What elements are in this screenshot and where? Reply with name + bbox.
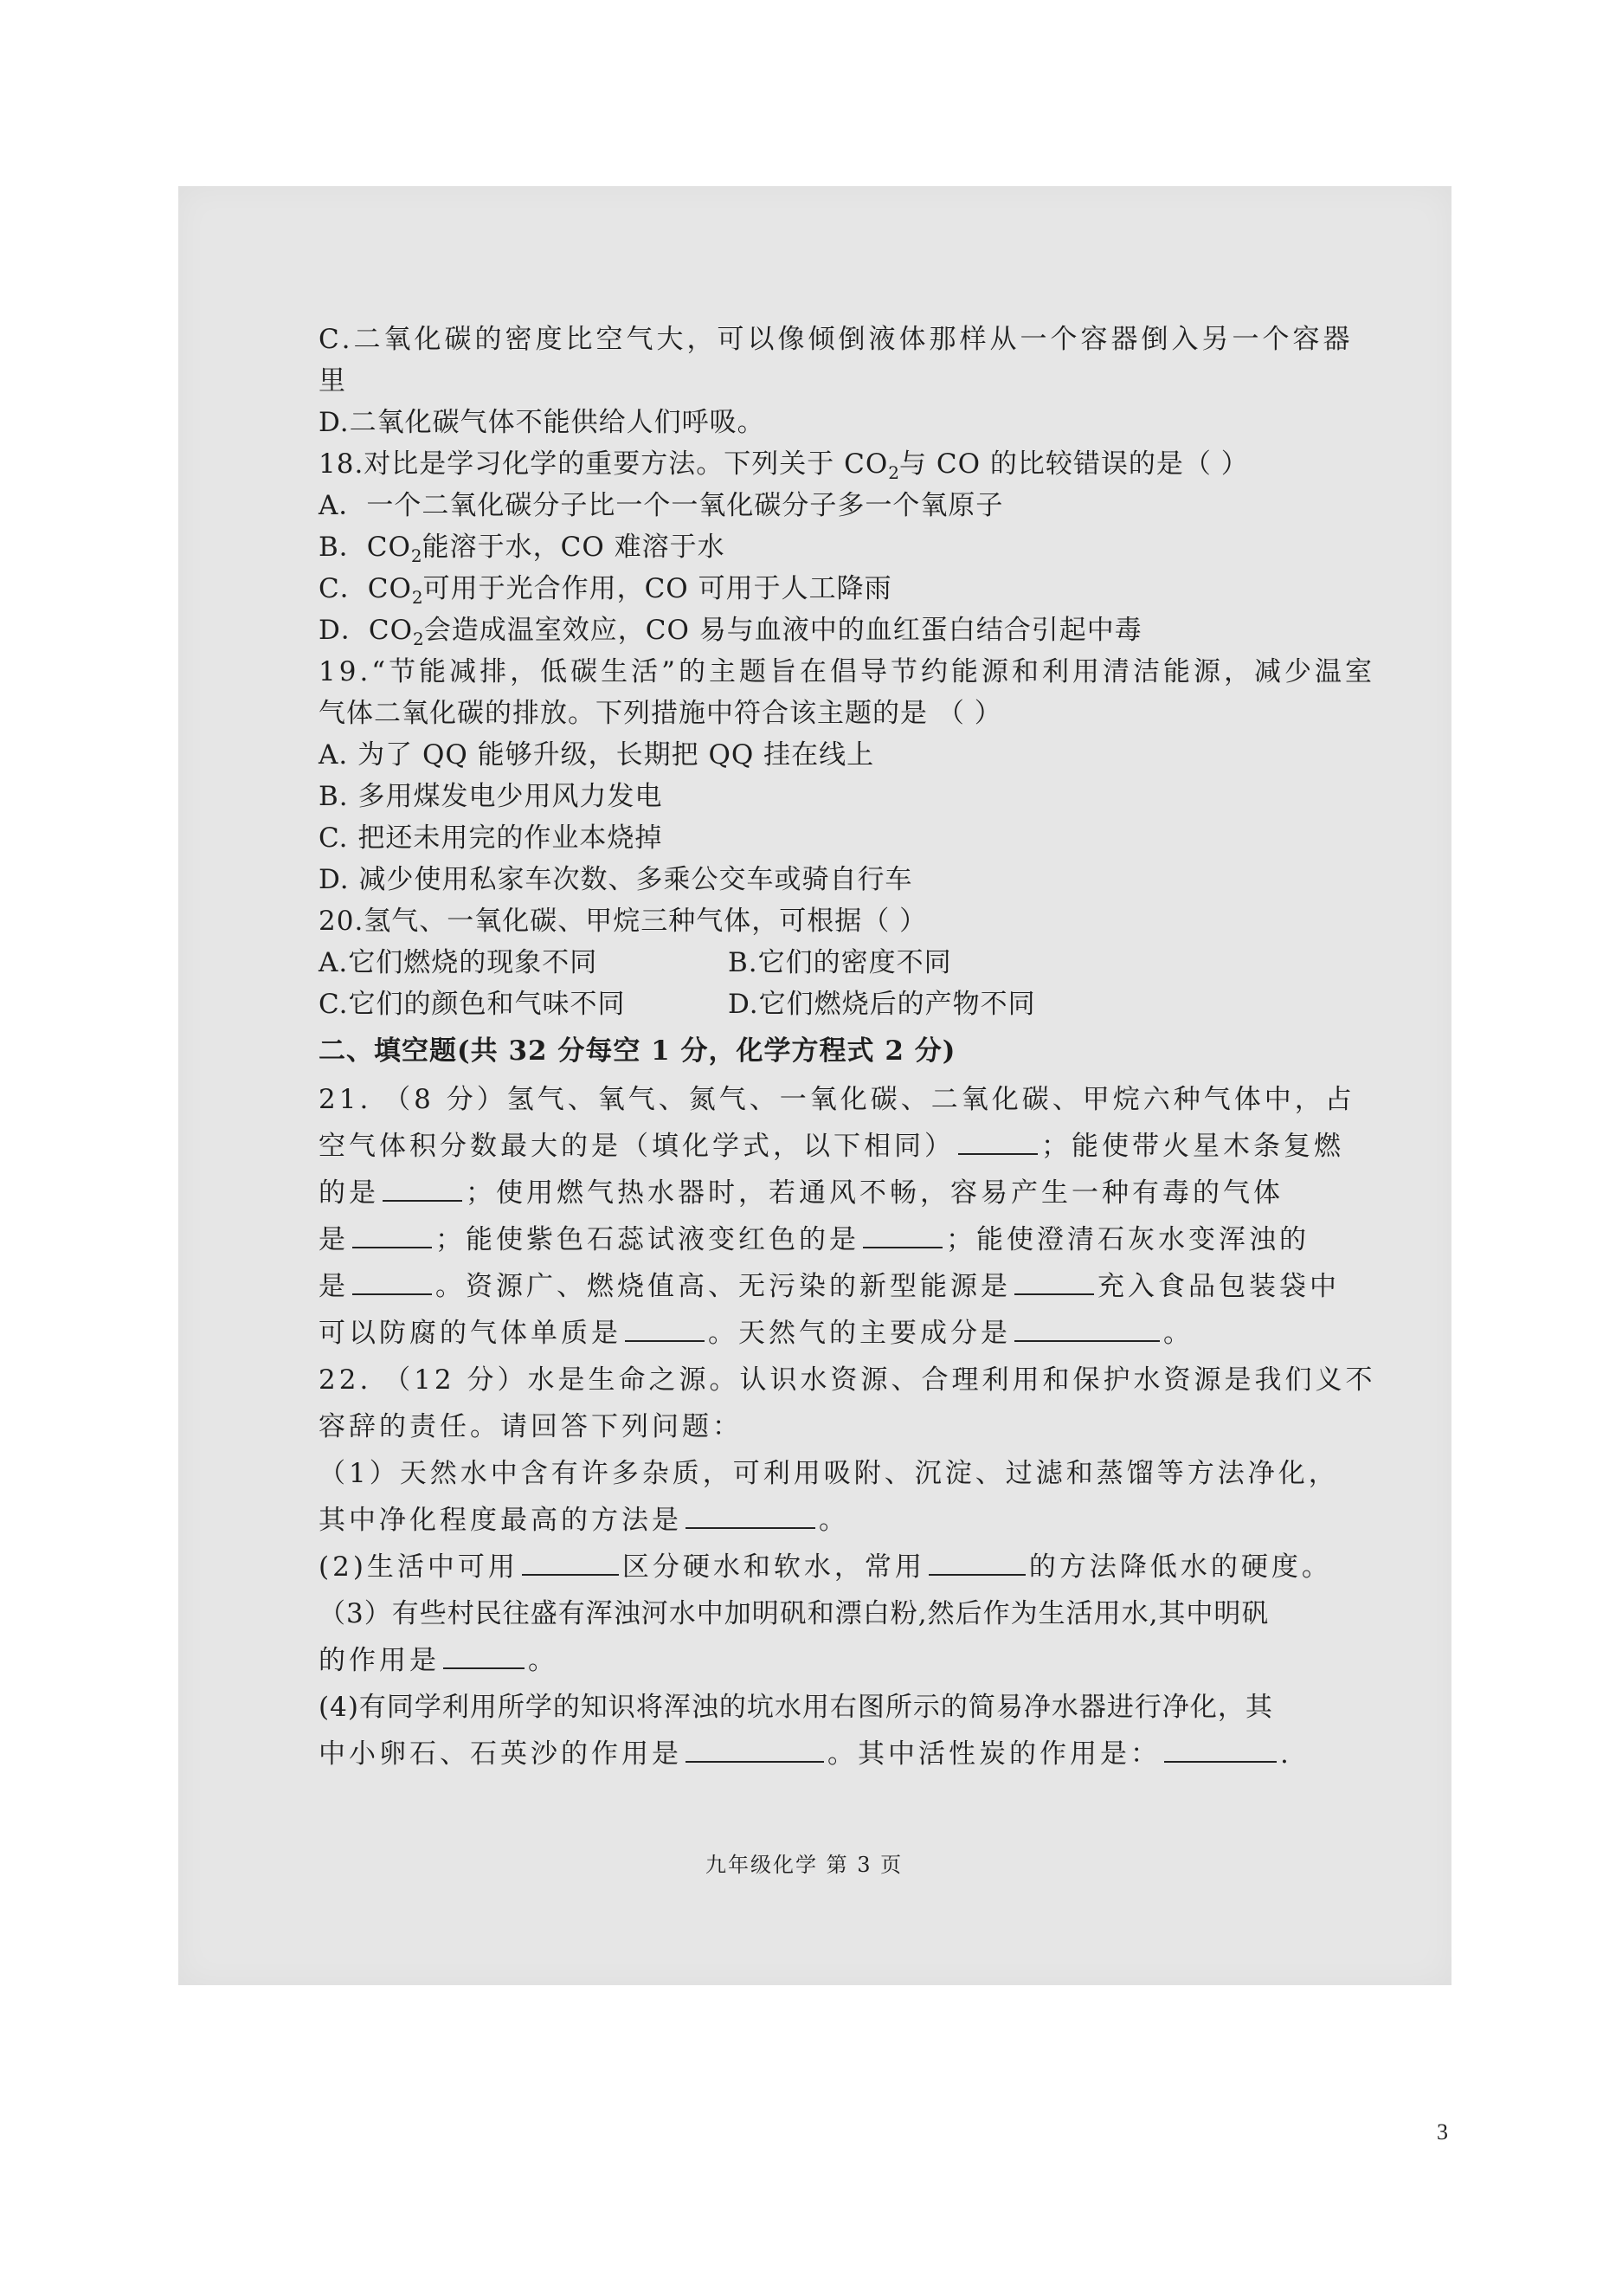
answer-blank[interactable] [863, 1224, 943, 1248]
q20-option-b: B.它们的密度不同 [728, 947, 952, 978]
answer-blank[interactable] [352, 1271, 432, 1295]
answer-blank[interactable] [1014, 1271, 1094, 1295]
answer-blank[interactable] [352, 1224, 432, 1248]
q22-part-1-cont: 其中净化程度最高的方法是 。 [319, 1505, 849, 1536]
q18-option-d: D．$CO_2$会造成温室效应，CO 易与血液中的血红蛋白结合引起中毒 [319, 615, 1142, 649]
q19-stem: 19.“节能减排，低碳生活”的主题旨在倡导节约能源和利用清洁能源，减少温室 [319, 656, 1375, 687]
q22-part-1: （1）天然水中含有许多杂质，可利用吸附、沉淀、过滤和蒸馏等方法净化， [319, 1458, 1339, 1489]
q21-line-4: 是 ；能使紫色石蕊试液变红色的是 ；能使澄清石灰水变浑浊的 [319, 1224, 1310, 1255]
q18-stem: 18.对比是学习化学的重要方法。下列关于 $CO_2$与 CO 的比较错误的是（ ） [319, 448, 1249, 483]
q22-line-2: 容辞的责任。请回答下列问题： [319, 1411, 743, 1442]
q20-stem: 20.氢气、一氧化碳、甲烷三种气体，可根据（ ） [319, 906, 928, 937]
answer-blank[interactable] [522, 1551, 619, 1576]
answer-blank[interactable] [625, 1318, 705, 1342]
q17-option-c: C.二氧化碳的密度比空气大，可以像倾倒液体那样从一个容器倒入另一个容器 [319, 324, 1354, 355]
q22-part-3: （3）有些村民往盛有浑浊河水中加明矾和漂白粉,然后作为生活用水,其中明矾 [319, 1598, 1270, 1629]
q21-line-1: 21. （8 分）氢气、氧气、氮气、一氧化碳、二氧化碳、甲烷六种气体中，占 [319, 1084, 1355, 1115]
q20-options-row1 [319, 945, 1271, 980]
q17-option-c-cont: 里 [319, 365, 346, 397]
q19-option-c: C. 把还未用完的作业本烧掉 [319, 822, 663, 854]
q22-part-4: (4)有同学利用所学的知识将浑浊的坑水用右图所示的简易净水器进行净化，其 [319, 1692, 1273, 1723]
q18-option-a: A．一个二氧化碳分子比一个一氧化碳分子多一个氧原子 [319, 490, 1004, 521]
q19-option-a: A. 为了 QQ 能够升级，长期把 QQ 挂在线上 [319, 739, 875, 771]
q19-option-b: B. 多用煤发电少用风力发电 [319, 781, 663, 812]
answer-blank[interactable] [685, 1505, 815, 1529]
q17-option-d: D.二氧化碳气体不能供给人们呼吸。 [319, 407, 765, 438]
q18-option-b: B．$CO_2$能溶于水，CO 难溶于水 [319, 532, 725, 566]
q21-line-5: 是 。资源广、燃烧值高、无污染的新型能源是 充入食品包装袋中 [319, 1271, 1340, 1302]
q21-line-3: 的是 ；使用燃气热水器时，若通风不畅，容易产生一种有毒的气体 [319, 1177, 1284, 1209]
answer-blank[interactable] [958, 1131, 1038, 1155]
q18-option-c: C．$CO_2$可用于光合作用，CO 可用于人工降雨 [319, 573, 892, 608]
page-number: 3 [1437, 2119, 1448, 2144]
q20-option-a: A.它们燃烧的现象不同 [319, 947, 598, 978]
section-2-heading: 二、填空题(共 32 分每空 1 分，化学方程式 2 分) [319, 1035, 956, 1067]
q19-stem-cont: 气体二氧化碳的排放。下列措施中符合该主题的是 （ ） [319, 698, 1002, 729]
q21-line-6: 可以防腐的气体单质是 。天然气的主要成分是 。 [319, 1318, 1194, 1349]
answer-blank[interactable] [685, 1738, 824, 1763]
q20-options-row2 [319, 987, 1271, 1022]
q22-line-1: 22. （12 分）水是生命之源。认识水资源、合理利用和保护水资源是我们义不 [319, 1364, 1376, 1396]
page-footer: 九年级化学 第 3 页 [705, 1853, 904, 1877]
q22-part-2: (2)生活中可用 区分硬水和软水，常用 的方法降低水的硬度。 [319, 1551, 1332, 1583]
answer-blank[interactable] [1014, 1318, 1160, 1342]
answer-blank[interactable] [383, 1177, 462, 1202]
answer-blank[interactable] [1164, 1738, 1277, 1763]
q20-option-d: D.它们燃烧后的产物不同 [728, 989, 1036, 1020]
q21-line-2: 空气体积分数最大的是（填化学式，以下相同） ；能使带火星木条复燃 [319, 1131, 1344, 1162]
answer-blank[interactable] [443, 1645, 525, 1669]
q22-part-3-cont: 的作用是 。 [319, 1645, 558, 1676]
q22-part-4-cont: 中小卵石、石英沙的作用是 。其中活性炭的作用是： . [319, 1738, 1292, 1770]
q19-option-d: D. 减少使用私家车次数、多乘公交车或骑自行车 [319, 864, 913, 895]
q20-option-c: C.它们的颜色和气味不同 [319, 989, 626, 1020]
answer-blank[interactable] [929, 1551, 1026, 1576]
